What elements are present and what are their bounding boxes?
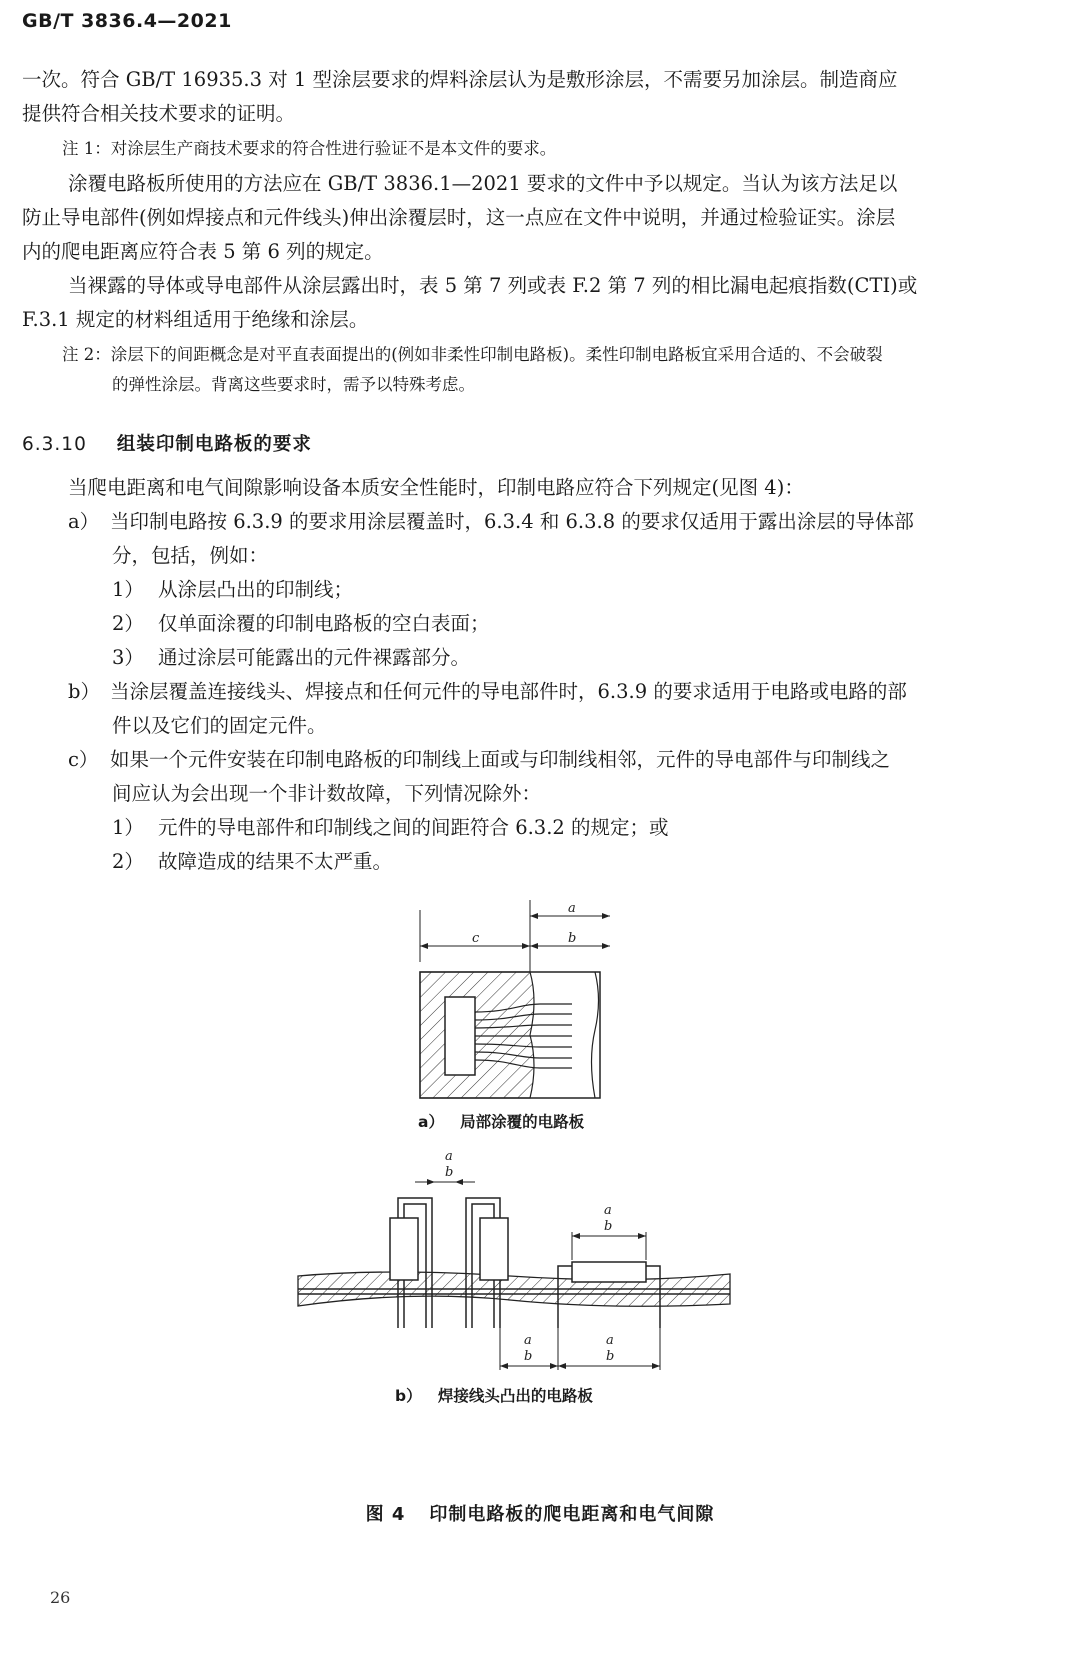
list-text: 通过涂层可能露出的元件裸露部分。 xyxy=(158,646,471,669)
subfigure-marker: a） xyxy=(418,1113,444,1131)
list-marker: b） xyxy=(68,680,100,703)
list-item-a3 xyxy=(112,640,470,676)
dim-label-a: a xyxy=(606,1333,614,1348)
list-text: 元件的导电部件和印制线之间的间距符合 6.3.2 的规定；或 xyxy=(158,816,669,839)
paragraph-line: 当裸露的导体或导电部件从涂层露出时，表 5 第 7 列或表 F.2 第 7 列的相比漏电起痕指数(CTI)或 xyxy=(68,274,918,297)
paragraph-line: F.3.1 规定的材料组适用于绝缘和涂层。 xyxy=(22,308,369,331)
figure-title: 印制电路板的爬电距离和电气间隙 xyxy=(429,1504,715,1525)
list-marker: 2） xyxy=(112,612,144,635)
list-text: 当印制电路按 6.3.9 的要求用涂层覆盖时，6.3.4 和 6.3.8 的要求仅适用于露出涂层的导体部 xyxy=(110,510,914,533)
list-text: 故障造成的结果不太严重。 xyxy=(158,850,393,873)
list-marker: a） xyxy=(68,510,100,533)
section-number: 6.3.10 xyxy=(22,434,87,455)
dim-label-a: a xyxy=(568,901,576,916)
note-1: 注 1：对涂层生产商技术要求的符合性进行验证不是本文件的要求。 xyxy=(62,139,557,158)
list-text: 当涂层覆盖连接线头、焊接点和任何元件的导电部件时，6.3.9 的要求适用于电路或电路的部 xyxy=(110,680,907,703)
list-marker: 2） xyxy=(112,850,144,873)
dim-label-b: b xyxy=(604,1219,613,1234)
dim-label-b: b xyxy=(606,1349,615,1364)
subfigure-title: 局部涂覆的电路板 xyxy=(460,1113,585,1131)
paragraph-line: 内的爬电距离应符合表 5 第 6 列的规定。 xyxy=(22,240,384,263)
list-item-a1 xyxy=(112,572,353,608)
dim-label-b: b xyxy=(445,1165,454,1180)
figure-caption xyxy=(0,1500,1080,1526)
page-number: 26 xyxy=(50,1588,71,1607)
dim-label-c: c xyxy=(472,931,480,946)
standard-id: GB/T 3836.4—2021 xyxy=(22,10,232,32)
figure-4b-caption xyxy=(395,1384,593,1406)
section-heading xyxy=(22,430,312,456)
paragraph-line: 涂覆电路板所使用的方法应在 GB/T 3836.1—2021 要求的文件中予以规定。当认为该方法足以 xyxy=(68,172,898,195)
paragraph-line: 防止导电部件(例如焊接点和元件线头)伸出涂覆层时，这一点应在文件中说明，并通过检验证实。涂层 xyxy=(22,206,896,229)
dim-label-a: a xyxy=(604,1203,612,1218)
list-item-c1 xyxy=(112,810,669,846)
dim-label-b: b xyxy=(524,1349,533,1364)
list-item-a-cont: 分，包括，例如： xyxy=(112,544,269,567)
subfigure-title: 焊接线头凸出的电路板 xyxy=(437,1387,593,1405)
list-marker: 3） xyxy=(112,646,144,669)
figure-4a-caption xyxy=(418,1110,584,1132)
list-marker: c） xyxy=(68,748,99,771)
list-item-c xyxy=(68,742,890,778)
list-item-b-cont: 件以及它们的固定元件。 xyxy=(112,714,327,737)
figure-4b-protruding-leads-board xyxy=(290,1148,740,1378)
paragraph-line: 提供符合相关技术要求的证明。 xyxy=(22,102,296,125)
paragraph-line: 一次。符合 GB/T 16935.3 对 1 型涂层要求的焊料涂层认为是敷形涂层，不需要另加涂层。制造商应 xyxy=(22,68,898,91)
list-marker: 1） xyxy=(112,816,144,839)
section-title: 组装印制电路板的要求 xyxy=(116,434,312,455)
list-item-a2 xyxy=(112,606,490,642)
list-text: 从涂层凸出的印制线； xyxy=(158,578,354,601)
dim-label-b: b xyxy=(568,931,577,946)
list-text: 仅单面涂覆的印制电路板的空白表面； xyxy=(158,612,490,635)
list-item-b xyxy=(68,674,907,710)
list-item-c-cont: 间应认为会出现一个非计数故障，下列情况除外： xyxy=(112,782,542,805)
dim-label-a: a xyxy=(524,1333,532,1348)
list-item-a xyxy=(68,504,914,540)
note-2-continued: 的弹性涂层。背离这些要求时，需予以特殊考虑。 xyxy=(112,375,475,394)
note-2: 注 2：涂层下的间距概念是对平直表面提出的(例如非柔性印制电路板)。柔性印制电路板宜采用合适的、不会破裂 xyxy=(62,345,883,364)
list-marker: 1） xyxy=(112,578,144,601)
figure-number: 图 4 xyxy=(365,1504,406,1525)
list-text: 如果一个元件安装在印制电路板的印制线上面或与印制线相邻，元件的导电部件与印制线之 xyxy=(110,748,891,771)
dim-label-a: a xyxy=(445,1149,453,1164)
list-item-c2 xyxy=(112,844,392,880)
intro-line: 当爬电距离和电气间隙影响设备本质安全性能时，印制电路应符合下列规定(见图 4)： xyxy=(68,476,804,499)
subfigure-marker: b） xyxy=(395,1387,422,1405)
